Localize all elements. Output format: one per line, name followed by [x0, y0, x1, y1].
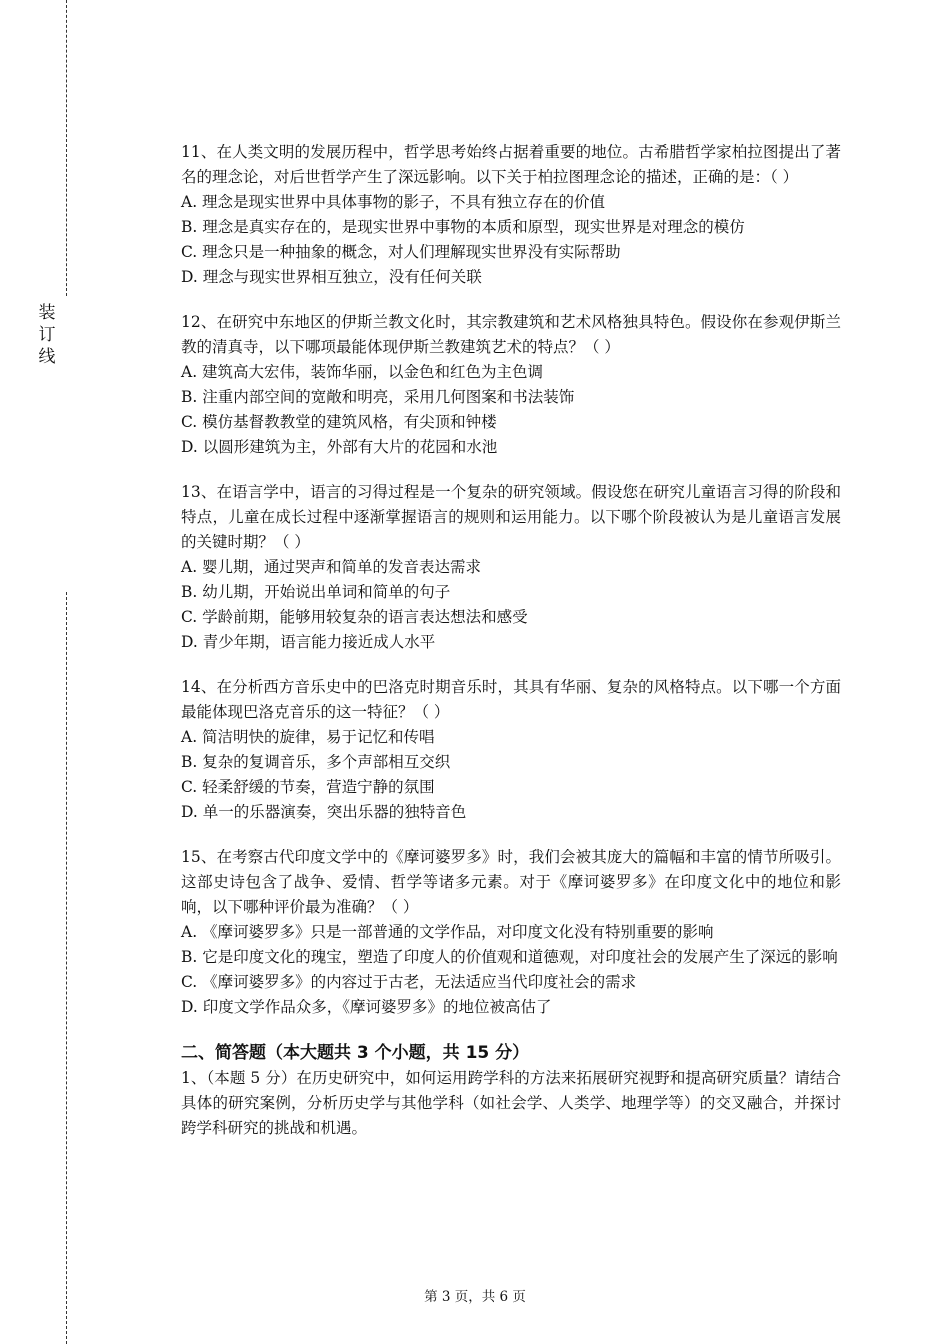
- binding-char: 线: [38, 347, 56, 367]
- option-d: D. 单一的乐器演奏，突出乐器的独特音色: [181, 803, 467, 821]
- option-c: C. 理念只是一种抽象的概念，对人们理解现实世界没有实际帮助: [181, 243, 621, 261]
- question-stem: 15、在考察古代印度文学中的《摩诃婆罗多》时，我们会被其庞大的篇幅和丰富的情节所吸引。这部史诗包含了战争、爱情、哲学等诸多元素。对于《摩诃婆罗多》在印度文化中的地位和影响，以下哪种评价最为准确？（ ）: [181, 848, 841, 916]
- option-b: B. 注重内部空间的宽敞和明亮，采用几何图案和书法装饰: [181, 388, 575, 406]
- exam-content: [181, 140, 841, 1141]
- option-b: B. 它是印度文化的瑰宝，塑造了印度人的价值观和道德观，对印度社会的发展产生了深远的影响: [181, 948, 838, 966]
- option-c: C. 轻柔舒缓的节奏，营造宁静的氛围: [181, 778, 435, 796]
- option-a: A. 《摩诃婆罗多》只是一部普通的文学作品，对印度文化没有特别重要的影响: [181, 923, 714, 941]
- option-a: A. 婴儿期，通过哭声和简单的发音表达需求: [181, 558, 482, 576]
- question-stem: 12、在研究中东地区的伊斯兰教文化时，其宗教建筑和艺术风格独具特色。假设你在参观伊斯兰教的清真寺，以下哪项最能体现伊斯兰教建筑艺术的特点？（ ）: [181, 313, 841, 356]
- option-b: B. 复杂的复调音乐，多个声部相互交织: [181, 753, 451, 771]
- option-c: C. 学龄前期，能够用较复杂的语言表达想法和感受: [181, 608, 528, 626]
- option-a: A. 简洁明快的旋律，易于记忆和传唱: [181, 728, 435, 746]
- question-11: [181, 140, 841, 290]
- binding-char: 装: [38, 303, 56, 323]
- option-d: D. 以圆形建筑为主，外部有大片的花园和水池: [181, 438, 498, 456]
- question-12: [181, 310, 841, 460]
- option-b: B. 幼儿期，开始说出单词和简单的句子: [181, 583, 451, 601]
- option-a: A. 建筑高大宏伟，装饰华丽，以金色和红色为主色调: [181, 363, 544, 381]
- question-13: [181, 480, 841, 655]
- question-stem: 13、在语言学中，语言的习得过程是一个复杂的研究领域。假设您在研究儿童语言习得的阶段和特点，儿童在成长过程中逐渐掌握语言的规则和运用能力。以下哪个阶段被认为是儿童语言发展的关键时期？（ ）: [181, 483, 841, 551]
- option-a: A. 理念是现实世界中具体事物的影子，不具有独立存在的价值: [181, 193, 606, 211]
- option-d: D. 理念与现实世界相互独立，没有任何关联: [181, 268, 482, 286]
- option-c: C. 《摩诃婆罗多》的内容过于古老，无法适应当代印度社会的需求: [181, 973, 637, 991]
- option-b: B. 理念是真实存在的，是现实世界中事物的本质和原型，现实世界是对理念的模仿: [181, 218, 745, 236]
- binding-dashed-line-bottom: [66, 592, 67, 1344]
- page-number: 第 3 页，共 6 页: [424, 1289, 526, 1305]
- option-d: D. 印度文学作品众多，《摩诃婆罗多》的地位被高估了: [181, 998, 552, 1016]
- question-stem: 14、在分析西方音乐史中的巴洛克时期音乐时，其具有华丽、复杂的风格特点。以下哪一个方面最能体现巴洛克音乐的这一特征？（ ）: [181, 678, 841, 721]
- option-c: C. 模仿基督教教堂的建筑风格，有尖顶和钟楼: [181, 413, 497, 431]
- binding-char: 订: [38, 325, 56, 345]
- section-heading: 二、简答题（本大题共 3 个小题，共 15 分）: [181, 1043, 530, 1063]
- question-stem: 11、在人类文明的发展历程中，哲学思考始终占据着重要的地位。古希腊哲学家柏拉图提出了著名的理念论，对后世哲学产生了深远影响。以下关于柏拉图理念论的描述，正确的是：（ ）: [181, 143, 841, 186]
- option-d: D. 青少年期，语言能力接近成人水平: [181, 633, 436, 651]
- question-14: [181, 675, 841, 825]
- question-15: [181, 845, 841, 1020]
- binding-dashed-line-top: [66, 0, 67, 296]
- short-answer-question-1: 1、（本题 5 分）在历史研究中，如何运用跨学科的方法来拓展研究视野和提高研究质量？请结合具体的研究案例，分析历史学与其他学科（如社会学、人类学、地理学等）的交叉融合，并探讨跨学科研究的挑战和机遇。: [181, 1069, 841, 1137]
- binding-label: [36, 302, 58, 368]
